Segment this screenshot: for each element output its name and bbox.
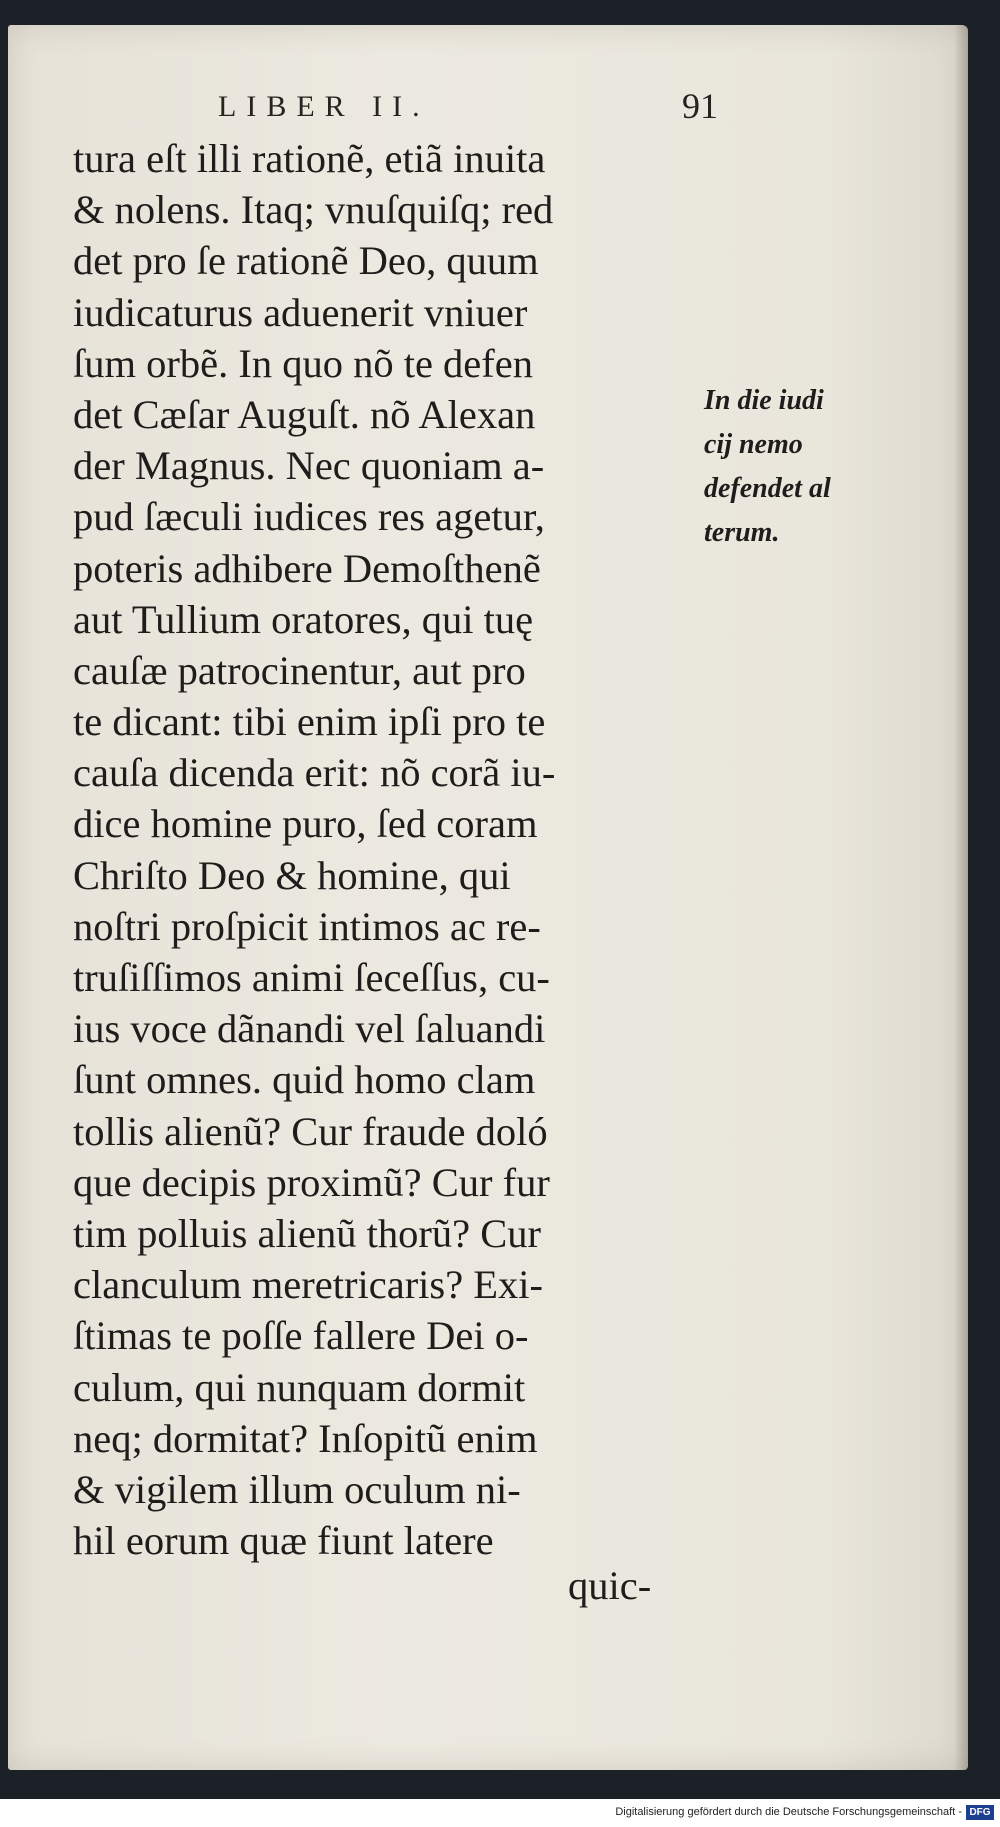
- marginal-note-line: defendet al: [704, 473, 831, 504]
- marginal-note: [704, 379, 831, 555]
- text-line: ſunt omnes. quid homo clam: [73, 1057, 536, 1103]
- text-line: tura eſt illi rationẽ, etiã inuita: [73, 136, 546, 181]
- text-line: te dicant: tibi enim ipſi pro te: [73, 699, 546, 745]
- text-line: det Cæſar Auguſt. nõ Alexan: [73, 391, 536, 437]
- text-line: ſum orbẽ. In quo nõ te defen: [73, 340, 533, 386]
- text-line: clanculum meretricaris? Exi-: [73, 1262, 544, 1308]
- text-line: iudicaturus aduenerit vniuer: [73, 289, 528, 335]
- catchword: quic-: [568, 1563, 652, 1608]
- dfg-logo: DFG: [966, 1805, 994, 1820]
- main-text-block: [73, 133, 688, 1566]
- funding-credit: Digitalisierung gefördert durch die Deutsche Forschungsgemeinschaft -: [615, 1806, 962, 1818]
- page-number: 91: [682, 86, 718, 126]
- running-title: LIBER II.: [218, 90, 430, 123]
- text-line: que decipis proximũ? Cur fur: [73, 1159, 550, 1205]
- text-line: ius voce dãnandi vel ſaluandi: [73, 1006, 546, 1052]
- text-line: tollis alienũ? Cur fraude doló: [73, 1108, 548, 1154]
- text-line: Chriſto Deo & homine, qui: [73, 852, 511, 898]
- text-line: det pro ſe rationẽ Deo, quum: [73, 238, 539, 284]
- text-line: neq; dormitat? Inſopitũ enim: [73, 1415, 538, 1461]
- text-line: & nolens. Itaq; vnuſquiſq; red: [73, 187, 554, 233]
- text-line: culum, qui nunquam dormit: [73, 1364, 526, 1410]
- marginal-note-line: In die iudi: [704, 385, 824, 416]
- text-line: truſiſſimos animi ſeceſſus, cu-: [73, 955, 550, 1000]
- text-line: aut Tullium oratores, qui tuę: [73, 596, 534, 642]
- page-header: [218, 85, 718, 135]
- text-line: & vigilem illum oculum ni-: [73, 1466, 521, 1512]
- text-line: noſtri proſpicit intimos ac re-: [73, 903, 541, 949]
- text-line: hil eorum quæ fiunt latere: [73, 1518, 494, 1564]
- marginal-note-line: terum.: [704, 517, 780, 548]
- text-line: der Magnus. Nec quoniam a-: [73, 443, 545, 489]
- text-line: cauſæ patrocinentur, aut pro: [73, 647, 526, 693]
- text-line: cauſa dicenda erit: nõ corã iu-: [73, 750, 556, 796]
- text-line: ſtimas te poſſe fallere Dei o-: [73, 1313, 529, 1359]
- footer-strip: [0, 1799, 1000, 1827]
- text-line: pud ſæculi iudices res agetur,: [73, 494, 545, 540]
- text-line: poteris adhibere Demoſthenẽ: [73, 545, 541, 591]
- text-line: tim polluis alienũ thorũ? Cur: [73, 1210, 541, 1256]
- text-line: dice homine puro, ſed coram: [73, 801, 538, 847]
- book-page: [8, 25, 968, 1770]
- marginal-note-line: cij nemo: [704, 429, 803, 460]
